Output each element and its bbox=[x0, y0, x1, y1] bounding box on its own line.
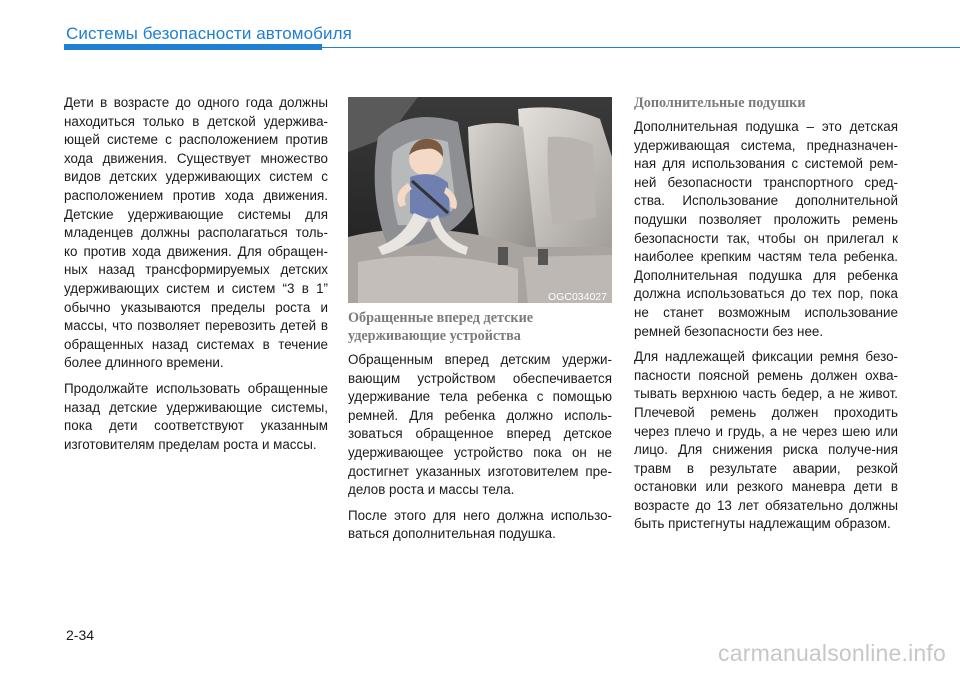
figure-code: OGC034027 bbox=[548, 291, 607, 303]
paragraph: Дополнительная подушка – это детская удерживающая система, предназначен-ная для использования с системой рем-ней безопасности транспортного сред-ства. Использование дополнительной подушки позволяет проложить ремень безопасности так, чтобы он прилегал к наиболее крепким частям тела ребенка. Дополнительная подушка для ребенка должна использоваться до тех пор, пока не станет возможным использование ремней безопасности без нее. bbox=[634, 119, 898, 339]
section-heading: Обращенные вперед детские удерживающие устройства bbox=[348, 310, 534, 344]
header-accent-bar bbox=[64, 44, 322, 50]
column-1 bbox=[64, 94, 328, 461]
paragraph: Обращенным вперед детским удержи-вающим устройством обеспечивается удерживание тела ребенка с помощью ремней. Для ребенка должно исполь-зоваться обращенное вперед детское удерживающее устройство пока он не достигнет указанных изготовителем пре-делов роста и массы тела. bbox=[348, 352, 612, 498]
rear-seat-illustration bbox=[348, 97, 612, 303]
column-3 bbox=[634, 94, 898, 541]
paragraph: Дети в возрасте до одного года должны находиться только в детской удержива-ющей системе с расположением против хода движения. Существует множество видов детских удерживающих систем с расположением против хода движения. Детские удерживающие системы для младенцев должны располагаться толь-ко против хода движения. Для обращен-ных назад трансформируемых детских удерживающих систем и систем “3 в 1” обычно указываются пределы роста и массы, что позволяет перевозить детей в обращенных назад системах в течение более длинного времени. bbox=[64, 95, 328, 371]
paragraph: После этого для него должна использо-ваться дополнительная подушка. bbox=[348, 507, 612, 542]
paragraph: Продолжайте использовать обращенные назад детские удерживающие системы, пока дети соответствуют указанным изготовителям пределам роста и массы. bbox=[64, 380, 328, 452]
paragraph: Для надлежащей фиксации ремня безо-пасности поясной ремень должен охва-тывать верхнюю часть бедер, а не живот. Плечевой ремень должен проходить через плечо и грудь, а не через шею или лицо. Для снижения риска получе-ния травм в результате аварии, резкой остановки или резкого маневра дети в возрасте до 13 лет обязательно должны быть пристегнуты надлежащим образом. bbox=[634, 349, 898, 532]
watermark: carmanualsonline.info bbox=[718, 640, 946, 666]
child-seat-photo bbox=[348, 97, 612, 303]
section-title: Системы безопасности автомобиля bbox=[66, 24, 352, 43]
section-heading: Дополнительные подушки bbox=[634, 95, 806, 111]
page-number: 2-34 bbox=[66, 627, 95, 643]
column-2 bbox=[348, 97, 612, 551]
